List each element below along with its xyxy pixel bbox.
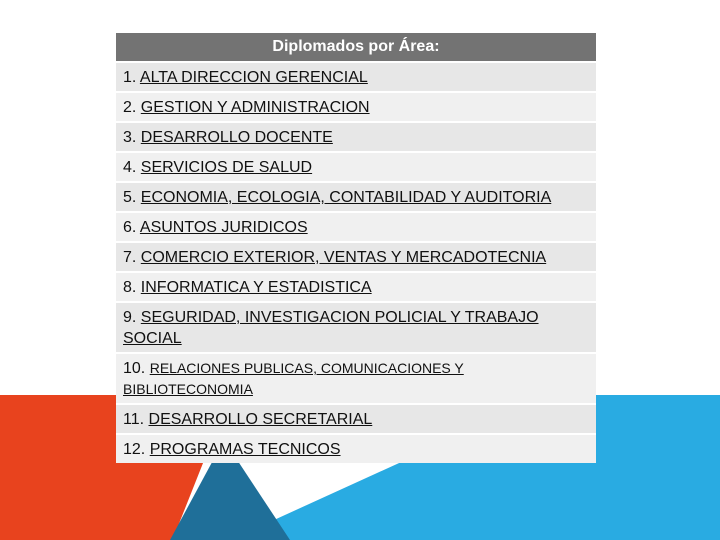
table-row[interactable] xyxy=(116,211,596,241)
table-row[interactable] xyxy=(116,271,596,301)
row-link[interactable]: RELACIONES PUBLICAS, COMUNICACIONES Y BIBLIOTECONOMIA xyxy=(123,360,464,397)
row-number: 4. xyxy=(123,159,137,176)
row-number: 2. xyxy=(123,99,137,116)
table-row[interactable] xyxy=(116,301,596,352)
row-link[interactable]: ECONOMIA, ECOLOGIA, CONTABILIDAD Y AUDITORIA xyxy=(140,189,552,206)
table-row[interactable] xyxy=(116,241,596,271)
table-header: Diplomados por Área: xyxy=(116,33,596,61)
table-row[interactable] xyxy=(116,181,596,211)
row-number: 5. xyxy=(123,189,137,206)
row-link[interactable]: ALTA DIRECCION GERENCIAL xyxy=(139,69,368,86)
table-row[interactable] xyxy=(116,403,596,433)
table-row[interactable] xyxy=(116,61,596,91)
row-link[interactable]: PROGRAMAS TECNICOS xyxy=(149,441,341,458)
row-number: 11. xyxy=(123,411,145,428)
row-link[interactable]: DESARROLLO SECRETARIAL xyxy=(148,411,373,428)
row-link[interactable]: COMERCIO EXTERIOR, VENTAS Y MERCADOTECNIA xyxy=(140,249,547,266)
row-link[interactable]: GESTION Y ADMINISTRACION xyxy=(140,99,370,116)
row-number: 1. xyxy=(123,69,137,86)
table-row[interactable] xyxy=(116,433,596,463)
table-row[interactable] xyxy=(116,352,596,403)
row-link[interactable]: ASUNTOS JURIDICOS xyxy=(139,219,308,236)
table-row[interactable] xyxy=(116,151,596,181)
table-row[interactable] xyxy=(116,91,596,121)
row-number: 3. xyxy=(123,129,137,146)
row-link[interactable]: SEGURIDAD, INVESTIGACION POLICIAL Y TRABAJO SOCIAL xyxy=(123,309,539,347)
row-link[interactable]: SERVICIOS DE SALUD xyxy=(140,159,313,176)
row-number: 9. xyxy=(123,309,137,326)
row-link[interactable]: INFORMATICA Y ESTADISTICA xyxy=(140,279,372,296)
table-row[interactable] xyxy=(116,121,596,151)
row-link[interactable]: DESARROLLO DOCENTE xyxy=(140,129,333,146)
diplomados-table xyxy=(116,33,596,463)
row-number: 8. xyxy=(123,279,137,296)
row-number: 7. xyxy=(123,249,137,266)
row-number: 10. xyxy=(123,360,146,377)
row-number: 12. xyxy=(123,441,146,458)
row-number: 6. xyxy=(123,219,137,236)
